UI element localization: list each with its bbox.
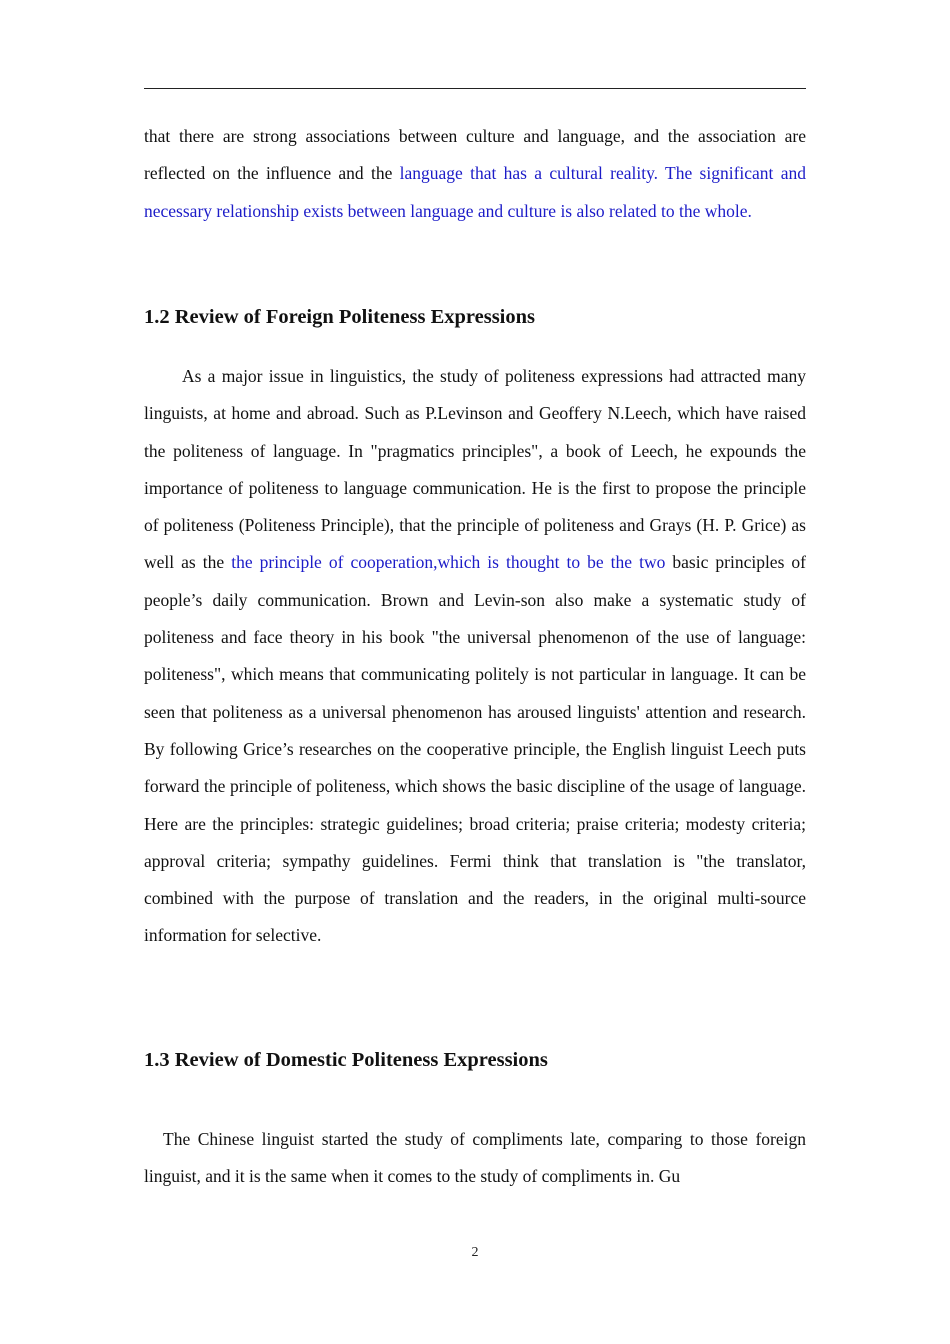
- paragraph-foreign-review: [144, 358, 806, 955]
- paragraph-text: [144, 118, 806, 230]
- highlighted-text-run: language that has a cultural reality. The significant and necessary relationship exists between language and culture is also related to the whole.: [144, 163, 806, 221]
- paragraph-text: [144, 358, 806, 955]
- paragraph-intro-continuation: [144, 118, 806, 230]
- paragraph-text: [144, 1121, 806, 1196]
- text-run: that there are strong associations between culture and language, and the association are reflected on the influence and the: [144, 126, 806, 184]
- section-heading-1-2: [144, 304, 806, 330]
- heading-text: 1.2 Review of Foreign Politeness Expressions: [144, 306, 536, 328]
- highlighted-text-run: the principle of cooperation,which is thought to be the two: [231, 552, 666, 573]
- text-run: basic principles of people’s daily communication. Brown and Levin-son also make a systematic study of politeness and face theory in his book "the universal phenomenon of the use of language: politeness", which means that communicating politely is not particular in language. It can be seen that politeness as a universal phenomenon has aroused linguists' attention and research. By following Grice’s researches on the cooperative principle, the English linguist Leech puts forward the principle of politeness, which shows the basic discipline of the usage of language. Here are the principles: strategic guidelines; broad criteria; praise criteria; modesty criteria; approval criteria; sympathy guidelines. Fermi think that translation is "the translator, combined with the purpose of translation and the readers, in the original multi-source information for selective.: [144, 552, 806, 946]
- section-heading-1-3: [144, 1047, 806, 1073]
- header-rule: [144, 88, 806, 89]
- text-run: The Chinese linguist started the study of compliments late, comparing to those foreign linguist, and it is the same when it comes to the study of compliments in. Gu: [144, 1129, 806, 1187]
- page-number: 2: [471, 1245, 479, 1260]
- heading-text: 1.3 Review of Domestic Politeness Expressions: [144, 1049, 548, 1071]
- text-run: As a major issue in linguistics, the study of politeness expressions had attracted many linguists, at home and abroad. Such as P.Levinson and Geoffery N.Leech, which have raised the politeness of language. In "pragmatics principles", a book of Leech, he expounds the importance of politeness to language communication. He is the first to propose the principle of politeness (Politeness Principle), that the principle of politeness and Grays (H. P. Grice) as well as the: [144, 366, 806, 573]
- paragraph-domestic-review: [144, 1121, 806, 1196]
